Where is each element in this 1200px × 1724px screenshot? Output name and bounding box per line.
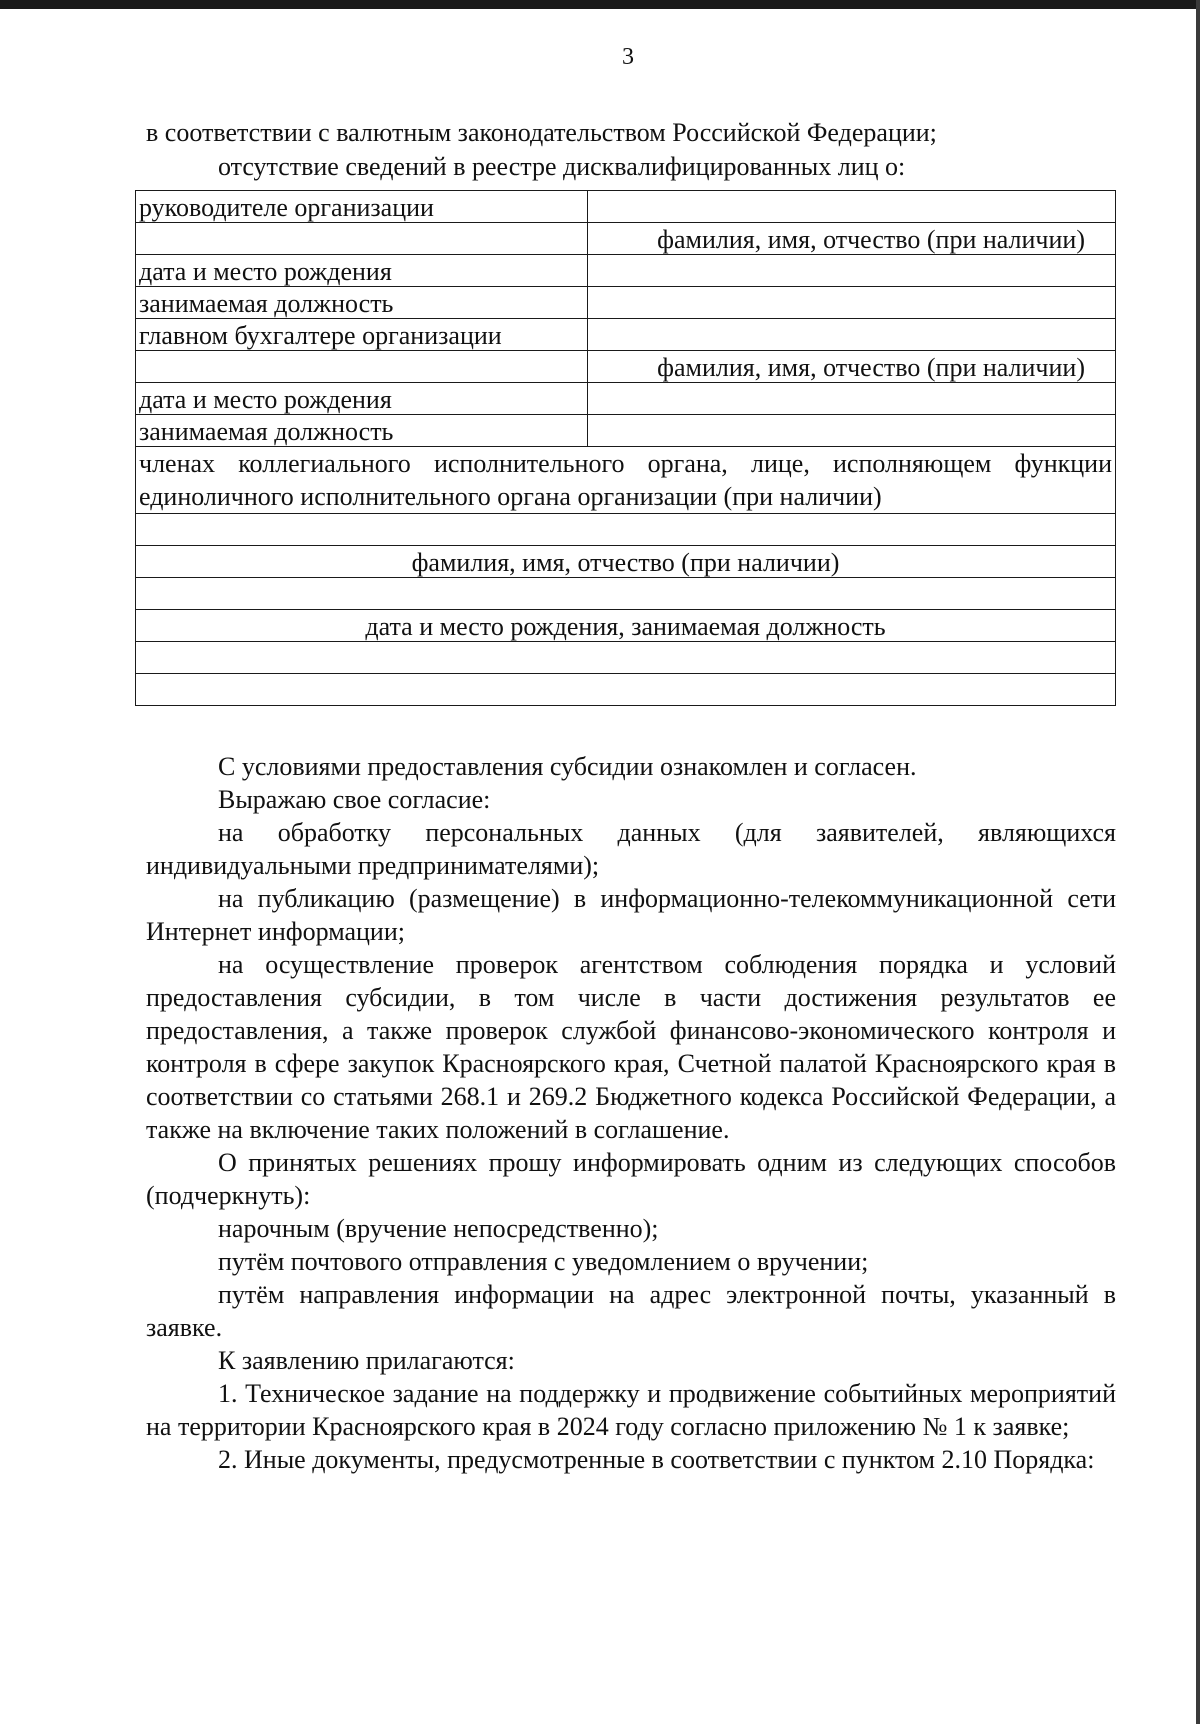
table-row [136,287,1116,319]
table-row [136,351,1116,383]
paragraph-attachments: К заявлению прилагаются: [218,1346,515,1375]
paragraph-consent-terms: С условиями предоставления субсидии ознакомлен и согласен. [218,752,917,781]
table-row [136,319,1116,351]
table-cell: занимаемая должность [136,287,588,319]
paragraph-attachment-2: 2. Иные документы, предусмотренные в соответствии с пунктом 2.10 Порядка: [218,1445,1095,1474]
table-cell-hint: фамилия, имя, отчество (при наличии) [136,546,1116,578]
table-row [136,642,1116,674]
table-row [136,383,1116,415]
table-cell-empty [588,415,1116,447]
table-cell-empty [588,319,1116,351]
table-cell: дата и место рождения [136,255,588,287]
table-cell: руководителе организации [136,191,588,223]
table-row [136,514,1116,546]
table-cell-wide: членах коллегиального исполнительного органа, лице, исполняющем функции единоличного исполнительного органа организации (при наличии) [136,447,1116,514]
body-text [146,750,1116,1476]
scan-right-border [1196,0,1200,1724]
table-row [136,578,1116,610]
table-cell-hint: фамилия, имя, отчество (при наличии) [588,223,1116,255]
table-row [136,223,1116,255]
paragraph-method-email: путём направления информации на адрес электронной почты, указанный в заявке. [146,1280,1116,1342]
table-row [136,546,1116,578]
table-cell-empty [588,255,1116,287]
table-cell-empty [136,223,588,255]
paragraph-attachment-1: 1. Техническое задание на поддержку и продвижение событийных мероприятий на территории Красноярского края в 2024 году согласно приложению № 1 к заявке; [146,1379,1116,1441]
table-cell-empty [588,383,1116,415]
table-row [136,447,1116,514]
paragraph-method-courier: нарочным (вручение непосредственно); [218,1214,659,1243]
table-cell-hint: дата и место рождения, занимаемая должность [136,610,1116,642]
table-row [136,191,1116,223]
paragraph-consent-intro: Выражаю свое согласие: [218,785,491,814]
table-cell-empty [136,578,1116,610]
scan-top-border [0,0,1200,9]
disqualified-registry-table [135,190,1116,706]
paragraph-personal-data: на обработку персональных данных (для заявителей, являющихся индивидуальными предпринимателями); [146,818,1116,880]
paragraph-inspections: на осуществление проверок агентством соблюдения порядка и условий предоставления субсидии, в том числе в части достижения результатов ее предоставления, а также проверок службой финансово-экономического контроля и контроля в сфере закупок Красноярского края, Счетной палатой Красноярского края в соответствии со статьями 268.1 и 269.2 Бюджетного кодекса Российской Федерации, а также на включение таких положений в соглашение. [146,950,1116,1144]
table-cell-hint: фамилия, имя, отчество (при наличии) [588,351,1116,383]
table-cell: занимаемая должность [136,415,588,447]
table-row [136,674,1116,706]
table-cell-empty [136,514,1116,546]
table-row [136,415,1116,447]
table-row [136,255,1116,287]
page-number: 3 [622,44,634,70]
table-cell-empty [136,642,1116,674]
paragraph-method-post: путём почтового отправления с уведомлением о вручении; [218,1247,869,1276]
table-cell-empty [588,191,1116,223]
paragraph-publication: на публикацию (размещение) в информационно-телекоммуникационной сети Интернет информации; [146,884,1116,946]
table-cell: главном бухгалтере организации [136,319,588,351]
table-cell: дата и место рождения [136,383,588,415]
intro-line-2: отсутствие сведений в реестре дисквалифицированных лиц о: [218,152,906,181]
paragraph-notification: О принятых решениях прошу информировать одним из следующих способов (подчеркнуть): [146,1148,1116,1210]
intro-line-1: в соответствии с валютным законодательством Российской Федерации; [146,118,937,147]
table-cell-empty [136,351,588,383]
table-cell-empty [588,287,1116,319]
table-cell-empty [136,674,1116,706]
table-row [136,610,1116,642]
